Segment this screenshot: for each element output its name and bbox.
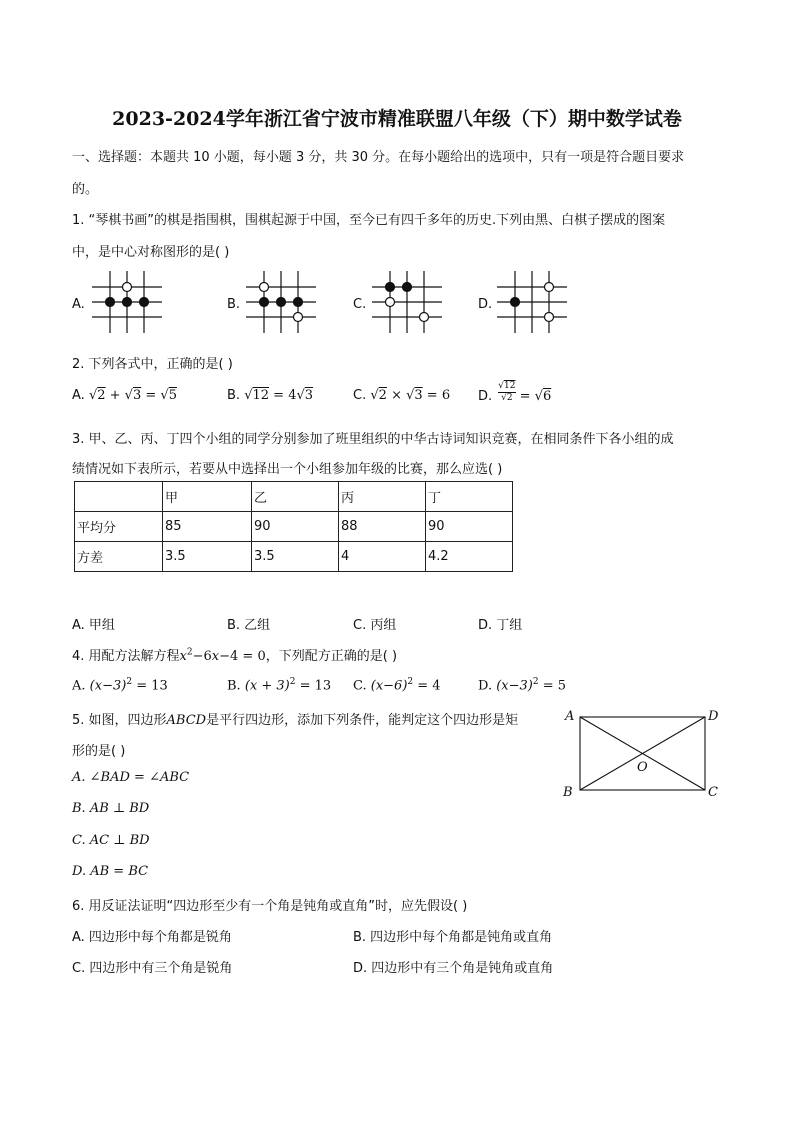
q2-option-b: B. √12 = 4√3 [227, 388, 314, 403]
q1-option-c-label: C. [353, 297, 367, 312]
q6-option-d: D. 四边形中有三个角是钝角或直角 [353, 961, 554, 976]
q5-stem-line2: 形的是( ) [72, 744, 126, 759]
table-cell: 方差 [75, 542, 163, 572]
q3-stem-line2: 绩情况如下表所示，若要从中选择出一个小组参加年级的比赛，那么应选( ) [72, 462, 503, 477]
q4-option-a: A. $(x-3)^2 = 13$ [72, 677, 168, 694]
page-title: 2023-2024学年浙江省宁波市精准联盟八年级（下）期中数学试卷 [112, 108, 682, 130]
q4-option-c: C. $(x-6)^2 = 4$ [353, 677, 441, 694]
table-cell: 平均分 [75, 512, 163, 542]
q1-stem-line1: 1. “琴棋书画”的棋是指围棋，围棋起源于中国，至今已有四千多年的历史.下列由黑、白棋子摆成的图案 [72, 213, 666, 228]
table-cell: 3.5 [163, 542, 252, 572]
q6-stem: 6. 用反证法证明“四边形至少有一个角是钝角或直角”时，应先假设( ) [72, 899, 468, 914]
table-cell: 4.2 [426, 542, 513, 572]
q6-option-c: C. 四边形中有三个角是锐角 [72, 961, 233, 976]
section-header-line2: 的。 [72, 182, 99, 197]
q3-option-b: B. 乙组 [227, 618, 271, 633]
vertex-label-d: D [708, 709, 719, 724]
table-cell: 甲 [163, 482, 252, 512]
section-header-line1: 一、选择题：本题共 10 小题，每小题 3 分，共 30 分。在每小题给出的选项中，只有一项是符合题目要求 [72, 150, 685, 165]
q3-stem-line1: 3. 甲、乙、丙、丁四个小组的同学分别参加了班里组织的中华古诗词知识竞赛，在相同条件下各小组的成 [72, 432, 674, 447]
table-cell: 丁 [426, 482, 513, 512]
q3-option-a: A. 甲组 [72, 618, 115, 633]
table-cell: 3.5 [252, 542, 339, 572]
q5-stem-line1: 5. 如图，四边形ABCD是平行四边形，添加下列条件，能判定这个四边形是矩 [72, 713, 519, 728]
q4-option-b: B. $(x + 3)^2 = 13$ [227, 677, 332, 694]
q3-option-c: C. 丙组 [353, 618, 397, 633]
q2-option-d: D. $\frac{√12}{√2}$ = √6 [478, 381, 552, 404]
table-cell: 88 [339, 512, 426, 542]
table-cell: 90 [426, 512, 513, 542]
q5-option-a: A. ∠BAD = ∠ABC [72, 770, 190, 785]
q5-option-b: B. AB ⊥ BD [72, 801, 150, 816]
q1-stem-line2: 中，是中心对称图形的是( ) [72, 245, 230, 260]
table-cell: 85 [163, 512, 252, 542]
q1-option-b-label: B. [227, 297, 241, 312]
table-cell: 乙 [252, 482, 339, 512]
q4-stem: 4. 用配方法解方程$x^2-6x-4 = 0$，下列配方正确的是( ) [72, 647, 398, 664]
q3-option-d: D. 丁组 [478, 618, 523, 633]
q1-option-a-label: A. [72, 297, 85, 312]
q2-option-a: A. √2 + √3 = √5 [72, 388, 177, 403]
vertex-label-c: C [708, 785, 718, 800]
q1-option-d-label: D. [478, 297, 493, 312]
q6-option-b: B. 四边形中每个角都是钝角或直角 [353, 930, 553, 945]
table-cell: 90 [252, 512, 339, 542]
q6-option-a: A. 四边形中每个角都是锐角 [72, 930, 232, 945]
vertex-label-a: A [565, 709, 575, 724]
q2-stem: 2. 下列各式中，正确的是( ) [72, 357, 233, 372]
center-label-o: O [637, 760, 648, 775]
table-cell: 4 [339, 542, 426, 572]
q2-option-c: C. √2 × √3 = 6 [353, 388, 451, 403]
vertex-label-b: B [563, 785, 573, 800]
q5-option-c: C. AC ⊥ BD [72, 833, 150, 848]
table-cell: 丙 [339, 482, 426, 512]
q4-option-d: D. $(x-3)^2 = 5$ [478, 677, 567, 694]
q5-option-d: D. AB = BC [72, 864, 149, 879]
